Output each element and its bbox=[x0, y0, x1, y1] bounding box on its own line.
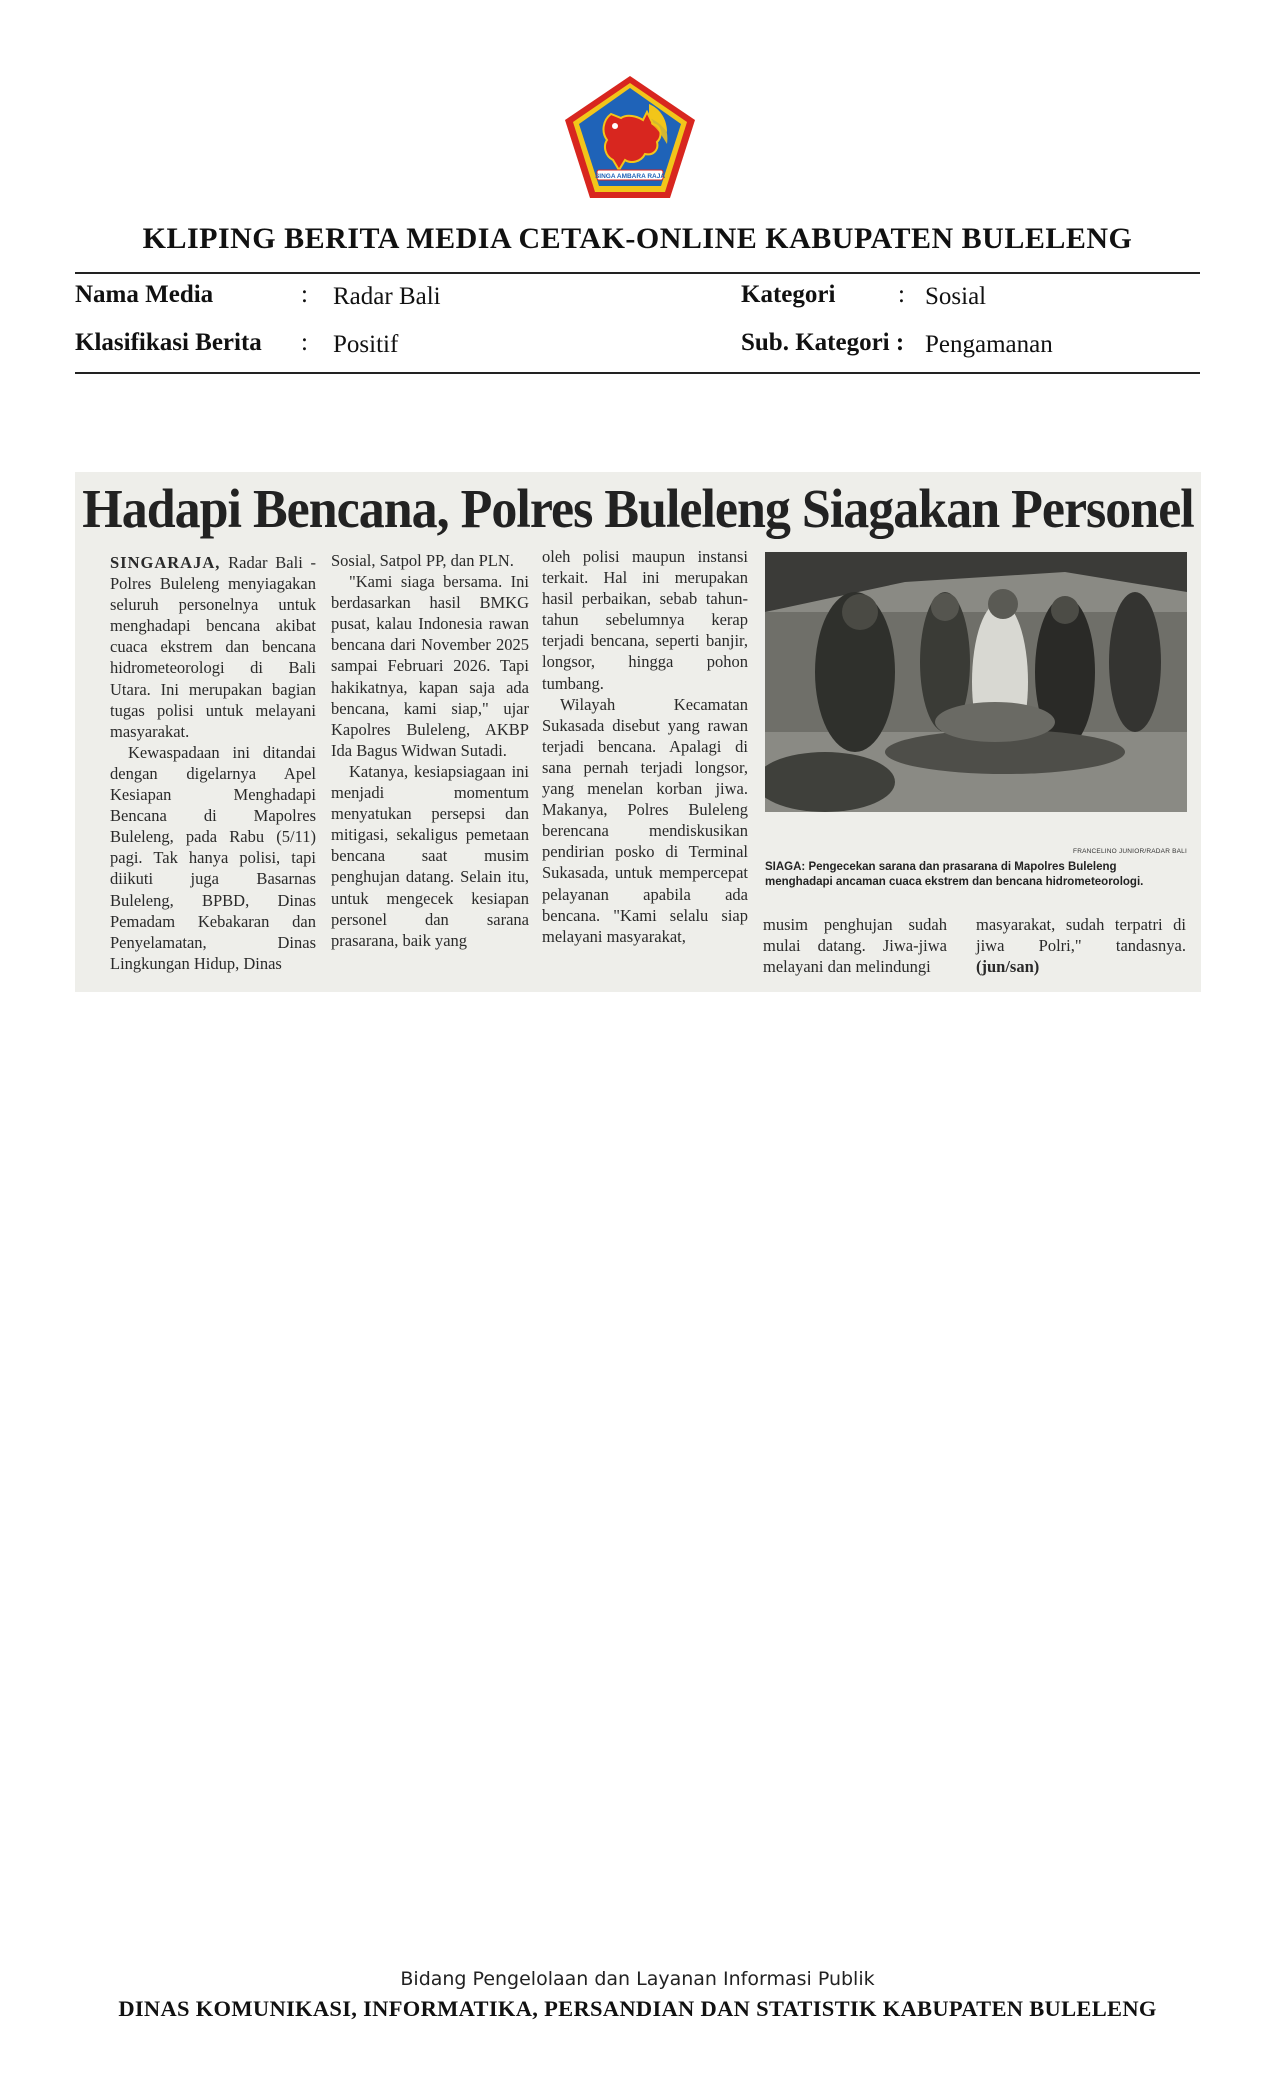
author-initials: (jun/san) bbox=[976, 957, 1040, 977]
article-column-1 bbox=[110, 552, 316, 974]
nama-media-label: Nama Media bbox=[75, 281, 214, 308]
kategori-colon: : bbox=[898, 281, 905, 308]
footer-department: Bidang Pengelolaan dan Layanan Informasi Publik bbox=[400, 1968, 875, 1990]
klasifikasi-label: Klasifikasi Berita bbox=[75, 329, 262, 356]
sub-kategori-value: Pengamanan bbox=[925, 331, 1053, 358]
logo-motto: SINGA AMBARA RAJA bbox=[594, 173, 666, 180]
article-paragraph: Radar Bali - Polres Buleleng menyiagakan seluruh personelnya untuk menghadapi bencana akibat cuaca ekstrem dan bencana hidrometeorologi di Bali Utara. Ini merupakan bagian tugas polisi untuk melayani masyarakat. bbox=[110, 553, 317, 741]
header-divider-top bbox=[75, 272, 1200, 274]
article-column-5 bbox=[976, 914, 1186, 977]
newspaper-clipping bbox=[75, 472, 1201, 992]
article-headline: Hadapi Bencana, Polres Buleleng Siagakan Personel bbox=[82, 479, 1194, 540]
page-title: KLIPING BERITA MEDIA CETAK-ONLINE KABUPATEN BULELENG bbox=[142, 222, 1133, 255]
article-dateline: SINGARAJA, bbox=[110, 553, 221, 572]
article-photo bbox=[765, 552, 1187, 812]
photo-caption: SIAGA: Pengecekan sarana dan prasarana di Mapolres Buleleng menghadapi ancaman cuaca ekstrem dan bencana hidrometeorologi. bbox=[765, 861, 1144, 888]
article-paragraph: musim penghujan sudah mulai datang. Jiwa-jiwa melayani dan melindungi bbox=[763, 915, 947, 977]
nama-media-colon: : bbox=[301, 281, 308, 308]
article-paragraph: Kewaspadaan ini ditandai dengan digelarnya Apel Kesiapan Menghadapi Bencana di Mapolres Buleleng, pada Rabu (5/11) pagi. Tak hanya polisi, tapi diikuti juga Basarnas Buleleng, BPBD, Dinas Pemadam Kebakaran dan Penyelamatan, Dinas Lingkungan Hidup, Dinas bbox=[110, 742, 316, 973]
article-paragraph: Wilayah Kecamatan Sukasada disebut yang rawan terjadi bencana. Apalagi di sana pernah terjadi longsor, yang menelan korban jiwa. Makanya, Polres Buleleng berencana mendiskusikan pendirian posko di Terminal Sukasada, untuk mempercepat pelayanan apabila ada bencana. "Kami selalu siap melayani masyarakat, bbox=[542, 694, 748, 946]
nama-media-value: Radar Bali bbox=[333, 283, 441, 310]
article-column-2 bbox=[331, 550, 529, 951]
header-divider-bottom bbox=[75, 372, 1200, 374]
article-paragraph: Sosial, Satpol PP, dan PLN. bbox=[331, 551, 514, 570]
kabupaten-buleleng-logo bbox=[563, 74, 697, 200]
article-paragraph: masyarakat, sudah terpatri di jiwa Polri," tandasnya. bbox=[976, 915, 1186, 956]
article-column-3 bbox=[542, 546, 748, 947]
photo-credit: FRANCELINO JUNIOR/RADAR BALI bbox=[1073, 848, 1187, 855]
footer-agency: DINAS KOMUNIKASI, INFORMATIKA, PERSANDIAN DAN STATISTIK KABUPATEN BULELENG bbox=[118, 1996, 1157, 2021]
sub-kategori-label: Sub. Kategori : bbox=[741, 329, 905, 356]
kategori-value: Sosial bbox=[925, 283, 987, 310]
klasifikasi-value: Positif bbox=[333, 331, 399, 358]
article-paragraph: "Kami siaga bersama. Ini berdasarkan hasil BMKG pusat, kalau Indonesia rawan bencana dari November 2025 sampai Februari 2026. Tapi hakikatnya, kapan saja ada bencana, kami siap," ujar Kapolres Buleleng, AKBP Ida Bagus Widwan Sutadi. bbox=[331, 572, 529, 760]
article-paragraph: oleh polisi maupun instansi terkait. Hal ini merupakan hasil perbaikan, sebab tahun-tahun sebelumnya kerap terjadi bencana, seperti banjir, longsor, hingga pohon tumbang. bbox=[542, 547, 748, 693]
kategori-label: Kategori bbox=[741, 281, 836, 308]
klasifikasi-colon: : bbox=[301, 329, 308, 356]
article-column-4 bbox=[763, 914, 947, 977]
article-paragraph: Katanya, kesiapsiagaan ini menjadi momentum menyatukan persepsi dan mitigasi, sekaligus pemetaan bencana saat musim penghujan datang. Selain itu, untuk mengecek kesiapan personel dan sarana prasarana, baik yang bbox=[331, 761, 529, 950]
